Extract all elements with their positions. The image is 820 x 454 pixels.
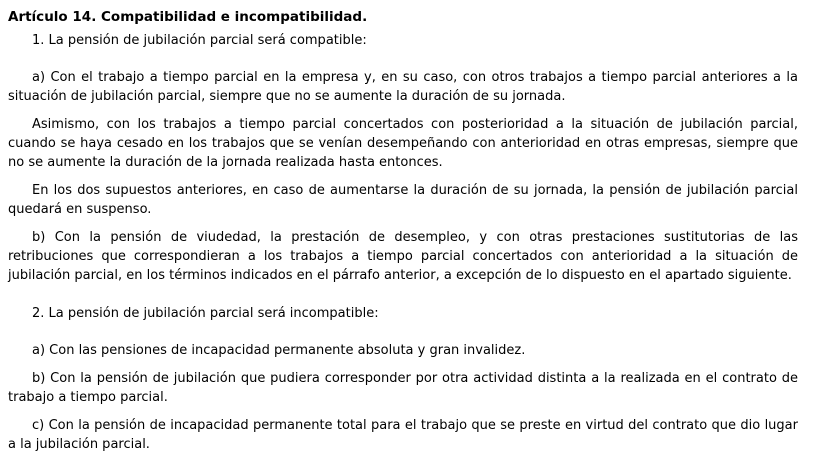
section-1-paragraph-a: a) Con el trabajo a tiempo parcial en la empresa y, en su caso, con otros trabajos a tiempo parcial anteriores a la situación de jubilación parcial, siempre que no se aumente la duración de su jornada.	[8, 70, 798, 104]
section-2-intro: 2. La pensión de jubilación parcial será incompatible:	[32, 306, 379, 321]
section-1-intro: 1. La pensión de jubilación parcial será compatible:	[32, 33, 367, 48]
section-2-paragraph-a: a) Con las pensiones de incapacidad permanente absoluta y gran invalidez.	[32, 343, 526, 358]
section-1-paragraph-suspension: En los dos supuestos anteriores, en caso de aumentarse la duración de su jornada, la pensión de jubilación parcial quedará en suspenso.	[8, 183, 798, 217]
section-1-paragraph-asimismo: Asimismo, con los trabajos a tiempo parcial concertados con posterioridad a la situación de jubilación parcial, cuando se haya cesado en los trabajos que se venían desempeñando con anterioridad en otras empresas, siempre que no se aumente la duración de la jornada realizada hasta entonces.	[8, 117, 798, 170]
article-title: Artículo 14. Compatibilidad e incompatibilidad.	[8, 9, 368, 25]
section-1-paragraph-b: b) Con la pensión de viudedad, la prestación de desempleo, y con otras prestaciones sustitutorias de las retribuciones que correspondieran a los trabajos a tiempo parcial concertados con anterioridad a la situación de jubilación parcial, en los términos indicados en el párrafo anterior, a excepción de lo dispuesto en el apartado siguiente.	[8, 230, 798, 283]
section-2-paragraph-b: b) Con la pensión de jubilación que pudiera corresponder por otra actividad distinta a la realizada en el contrato de trabajo a tiempo parcial.	[8, 371, 798, 405]
section-2-paragraph-c: c) Con la pensión de incapacidad permanente total para el trabajo que se preste en virtud del contrato que dio lugar a la jubilación parcial.	[8, 418, 798, 452]
